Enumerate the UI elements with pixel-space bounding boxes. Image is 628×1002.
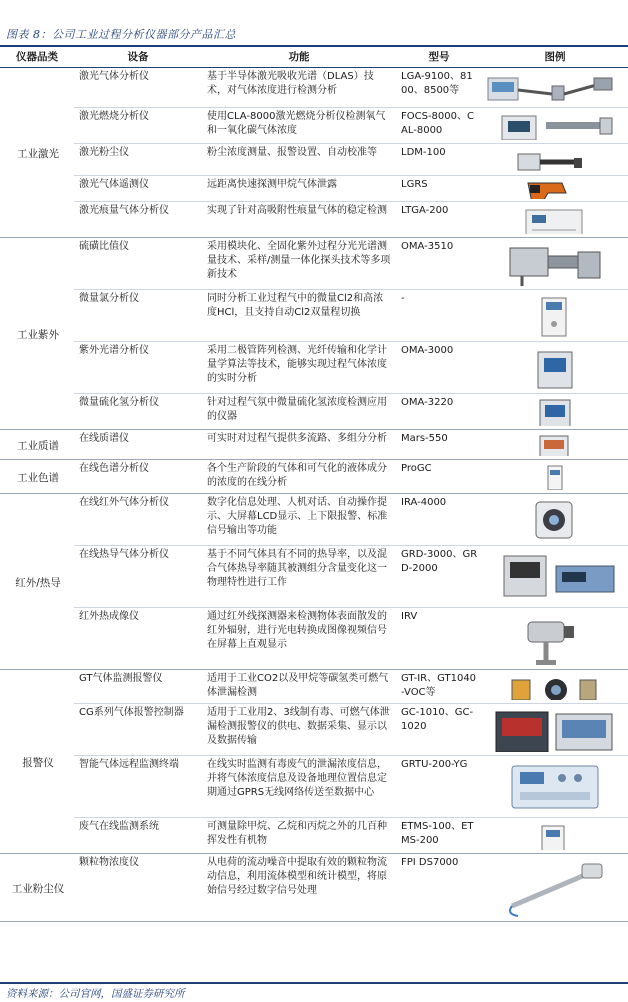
model-cell: FOCS-8000、CAL-8000	[396, 108, 482, 144]
image-cell	[482, 68, 628, 108]
device-cell: 硫磺比值仪	[74, 238, 202, 290]
model-cell: Mars-550	[396, 430, 482, 460]
image-cell	[482, 202, 628, 238]
category-cell: 工业粉尘仪	[0, 854, 74, 922]
device-cell: 红外热成像仪	[74, 608, 202, 670]
image-cell	[482, 290, 628, 342]
table-row	[0, 176, 628, 202]
category-cell: 工业质谱	[0, 430, 74, 460]
device-cell: 颗粒物浓度仪	[74, 854, 202, 922]
model-cell: OMA-3510	[396, 238, 482, 290]
device-cell: 微量硫化氢分析仪	[74, 394, 202, 430]
function-cell: 各个生产阶段的气体和可气化的液体成分的浓度的在线分析	[202, 460, 396, 494]
thermal-camera-icon	[482, 612, 628, 666]
source-note: 资料来源：公司官网，国盛证券研究所	[6, 988, 185, 1000]
model-cell: OMA-3000	[396, 342, 482, 394]
device-cell: 激光气体分析仪	[74, 68, 202, 108]
function-cell: 采用二极管阵列检测、光纤传输和化学计量学算法等技术，能够实现过程气体浓度的实时分析	[202, 342, 396, 394]
function-cell: 数字化信息处理、人机对话、自动操作提示、大屏幕LCD显示、上下限报警、标准信号输出等功能	[202, 494, 396, 546]
chlorine-analyzer-icon	[482, 294, 628, 338]
sulfur-ratio-icon	[482, 242, 628, 286]
header-category: 仪器品类	[0, 47, 74, 68]
table-row	[0, 494, 628, 546]
trace-gas-analyzer-icon	[482, 206, 628, 234]
table-row	[0, 342, 628, 394]
table-row	[0, 290, 628, 342]
alarm-controller-icon	[482, 708, 628, 752]
laser-gas-analyzer-icon	[482, 72, 628, 104]
category-cell: 报警仪	[0, 670, 74, 854]
thermal-analyzer-icon	[482, 550, 628, 604]
infrared-analyzer-icon	[482, 498, 628, 542]
device-cell: 在线质谱仪	[74, 430, 202, 460]
device-cell: 微量氯分析仪	[74, 290, 202, 342]
function-cell: 可实时对过程气提供多流路、多组分分析	[202, 430, 396, 460]
model-cell: FPI DS7000	[396, 854, 482, 922]
header-device: 设备	[74, 47, 202, 68]
function-cell: 实现了针对高吸附性痕量气体的稳定检测	[202, 202, 396, 238]
image-cell	[482, 342, 628, 394]
image-cell	[482, 176, 628, 202]
category-cell: 红外/热导	[0, 494, 74, 670]
model-cell: ETMS-100、ETMS-200	[396, 818, 482, 854]
image-cell	[482, 238, 628, 290]
function-cell: 采用模块化、全固化紫外过程分光光谱测量技术、采样/测量一体化探头技术等多项新技术	[202, 238, 396, 290]
device-cell: 废气在线监测系统	[74, 818, 202, 854]
function-cell: 可测量除甲烷、乙烷和丙烷之外的几百种挥发性有机物	[202, 818, 396, 854]
function-cell: 使用CLA-8000激光燃烧分析仪检测氧气和一氧化碳气体浓度	[202, 108, 396, 144]
table-row	[0, 430, 628, 460]
dust-meter-icon	[482, 148, 628, 172]
image-cell	[482, 494, 628, 546]
bottom-rule	[0, 982, 628, 984]
function-cell: 在线实时监测有毒废气的泄漏浓度信息，并将气体浓度信息及设备地理位置信息定期通过GPRS无线网络传送至数据中心	[202, 756, 396, 818]
device-cell: 紫外光谱分析仪	[74, 342, 202, 394]
image-cell	[482, 704, 628, 756]
table-row	[0, 818, 628, 854]
model-cell: GRD-3000、GRD-2000	[396, 546, 482, 608]
device-cell: 智能气体远程监测终端	[74, 756, 202, 818]
image-cell	[482, 756, 628, 818]
table-row	[0, 394, 628, 430]
model-cell: GT-IR、GT1040-VOC等	[396, 670, 482, 704]
model-cell: -	[396, 290, 482, 342]
function-cell: 粉尘浓度测量、报警设置、自动校准等	[202, 144, 396, 176]
header-model: 型号	[396, 47, 482, 68]
function-cell: 适用于工业CO2以及甲烷等碳氢类可燃气体泄漏检测	[202, 670, 396, 704]
table-row	[0, 756, 628, 818]
device-cell: 在线红外气体分析仪	[74, 494, 202, 546]
function-cell: 从电荷的流动噪音中提取有效的颗粒物流动信息，利用流体模型和统计模型，将原始信号经过数字信号处理	[202, 854, 396, 922]
table-row	[0, 202, 628, 238]
table-row	[0, 546, 628, 608]
model-cell: OMA-3220	[396, 394, 482, 430]
product-table	[0, 47, 628, 922]
figure-caption: 图表 8：公司工业过程分析仪器部分产品汇总	[6, 28, 236, 41]
model-cell: GRTU-200-YG	[396, 756, 482, 818]
device-cell: 在线色谱分析仪	[74, 460, 202, 494]
header-row	[0, 47, 628, 68]
model-cell: LDM-100	[396, 144, 482, 176]
device-cell: 激光痕量气体分析仪	[74, 202, 202, 238]
table-row	[0, 238, 628, 290]
model-cell: ProGC	[396, 460, 482, 494]
device-cell: 激光燃烧分析仪	[74, 108, 202, 144]
image-cell	[482, 460, 628, 494]
image-cell	[482, 608, 628, 670]
table-row	[0, 460, 628, 494]
table-row	[0, 108, 628, 144]
table-row	[0, 704, 628, 756]
header-function: 功能	[202, 47, 396, 68]
device-cell: GT气体监测报警仪	[74, 670, 202, 704]
particle-meter-icon	[482, 858, 628, 918]
function-cell: 同时分析工业过程气中的微量Cl2和高浓度HCl，且支持自动Cl2双量程切换	[202, 290, 396, 342]
header-image: 图例	[482, 47, 628, 68]
function-cell: 基于半导体激光吸收光谱（DLAS）技术，对气体浓度进行检测分析	[202, 68, 396, 108]
device-cell: 激光粉尘仪	[74, 144, 202, 176]
model-cell: IRA-4000	[396, 494, 482, 546]
table-row	[0, 68, 628, 108]
uv-analyzer-icon	[482, 346, 628, 390]
exhaust-monitor-icon	[482, 822, 628, 850]
image-cell	[482, 670, 628, 704]
chromatograph-icon	[482, 464, 628, 490]
model-cell: GC-1010、GC-1020	[396, 704, 482, 756]
gas-alarm-icon	[482, 674, 628, 700]
h2s-analyzer-icon	[482, 398, 628, 426]
table-row	[0, 608, 628, 670]
model-cell: LTGA-200	[396, 202, 482, 238]
image-cell	[482, 108, 628, 144]
function-cell: 基于不同气体具有不同的热导率，以及混合气体热导率随其被测组分含量变化这一物理特性进行工作	[202, 546, 396, 608]
image-cell	[482, 144, 628, 176]
function-cell: 针对过程气氛中微量硫化氢浓度检测应用的仪器	[202, 394, 396, 430]
function-cell: 适用于工业用2、3线制有毒、可燃气体泄漏检测报警仪的供电、数据采集、显示以及数据传输	[202, 704, 396, 756]
image-cell	[482, 430, 628, 460]
category-cell: 工业紫外	[0, 238, 74, 430]
model-cell: IRV	[396, 608, 482, 670]
image-cell	[482, 394, 628, 430]
table-row	[0, 144, 628, 176]
model-cell: LGA-9100、8100、8500等	[396, 68, 482, 108]
table-row	[0, 854, 628, 922]
image-cell	[482, 854, 628, 922]
model-cell: LGRS	[396, 176, 482, 202]
device-cell: CG系列气体报警控制器	[74, 704, 202, 756]
device-cell: 激光气体遥测仪	[74, 176, 202, 202]
remote-terminal-icon	[482, 760, 628, 814]
function-cell: 通过红外线探测器来检测物体表面散发的红外辐射，进行光电转换成图像视频信号在屏幕上直观显示	[202, 608, 396, 670]
category-cell: 工业色谱	[0, 460, 74, 494]
mass-spec-icon	[482, 434, 628, 456]
function-cell: 远距离快速探测甲烷气体泄露	[202, 176, 396, 202]
category-cell: 工业激光	[0, 68, 74, 238]
image-cell	[482, 546, 628, 608]
table-row	[0, 670, 628, 704]
device-cell: 在线热导气体分析仪	[74, 546, 202, 608]
combustion-analyzer-icon	[482, 112, 628, 140]
remote-detector-icon	[482, 179, 628, 199]
image-cell	[482, 818, 628, 854]
